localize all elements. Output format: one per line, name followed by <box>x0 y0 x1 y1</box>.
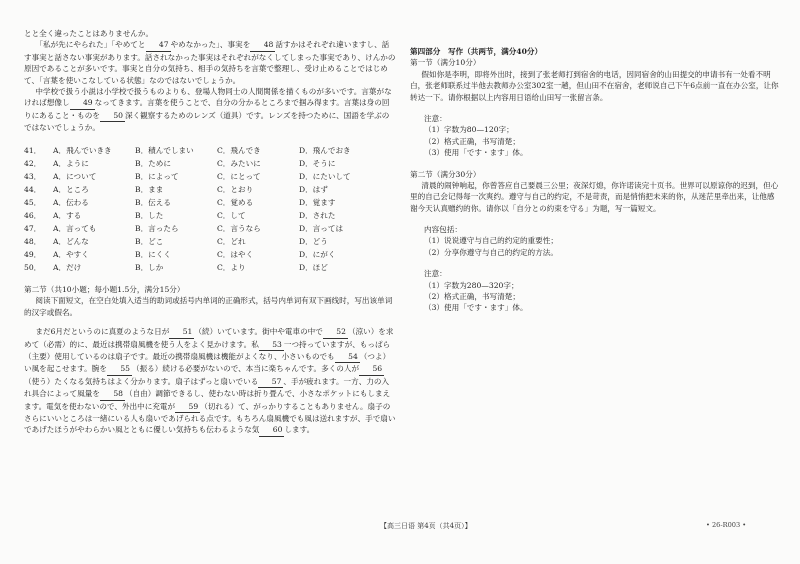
text: なってきます。言葉を使うことで、自分の分かるところまで掴み得ます。言葉は身の回りにあること・ものを <box>24 98 390 120</box>
blank-49[interactable]: 49 <box>70 97 95 109</box>
section-2-writing-title: 第二节（满分30分） <box>410 169 481 179</box>
content-title: 内容包括： <box>424 225 462 235</box>
option-c[interactable]: C．みたいに <box>217 158 261 168</box>
blank-48[interactable]: 48 <box>250 39 275 51</box>
option-row-42 <box>24 157 396 170</box>
option-b[interactable]: B．ために <box>135 158 171 168</box>
right-column <box>410 46 782 314</box>
note-item: （3）使用「です・ます」体。 <box>424 303 528 313</box>
option-d[interactable]: D．言っては <box>299 223 344 233</box>
passage-paragraph-3 <box>24 326 396 437</box>
text: 、手が疲れます。一方、力の入れ具合によって風量を <box>24 376 390 399</box>
page-footer: 【高三日语 第4页（共4页）】 <box>380 522 472 530</box>
blank-54[interactable]: 54 <box>335 351 360 363</box>
section-1-prompt: 假如你是李明，即将外出时，接到了张老师打到宿舍的电话，因同宿舍的山田提交的申请书有一处看不明白，张老师联系过半他去教师办公室302室一趟，但山田不在宿舍，老师说自己下午6点前一直在办公室，让你转达一下。请你根据以上内容用日语给山田写一张留言条。 <box>410 69 779 102</box>
question-number: 50． <box>24 262 42 272</box>
option-d[interactable]: D．覚ます <box>299 197 336 207</box>
option-row-49 <box>24 248 396 261</box>
option-b[interactable]: B．まま <box>135 184 164 194</box>
option-row-43 <box>24 170 396 183</box>
text: （振る）続ける必要がないので、本当に楽ちゃんです。多くの人が <box>132 364 360 374</box>
option-a[interactable]: A．ように <box>53 158 89 168</box>
text-line: とと全く違ったことはありませんか。 <box>24 29 154 38</box>
question-number: 45． <box>24 197 42 207</box>
option-b[interactable]: B．積んでしまい <box>135 145 194 155</box>
option-b[interactable]: B．伝える <box>135 197 171 207</box>
text: （つよ）い風を起こせます。腕を <box>24 351 391 374</box>
blank-59[interactable]: 59 <box>175 401 200 413</box>
text: （切れる）て、がっかりすることもありません。扇子のさらにいいところは一緒にいる人も扇いであげられる点です。もちろん扇風機でも風は送れますが、手で扇いであげたほうがやわらかい風とともに優しい気持ちも伝わるような気 <box>24 401 396 435</box>
question-number: 42． <box>24 158 42 168</box>
option-a[interactable]: A．やすく <box>53 249 89 259</box>
left-column <box>24 28 396 437</box>
question-number: 49． <box>24 249 42 259</box>
note-item: （2）格式正确，书写清楚； <box>424 136 520 146</box>
blank-51[interactable]: 51 <box>169 326 194 338</box>
option-c[interactable]: C．より <box>217 262 246 272</box>
question-number: 41． <box>24 145 42 155</box>
text: まだ6月だというのに真夏のような日が <box>35 327 170 337</box>
option-a[interactable]: A．する <box>53 210 82 220</box>
option-row-44 <box>24 183 396 196</box>
option-d[interactable]: D．にたいして <box>299 171 351 181</box>
option-row-47 <box>24 222 396 235</box>
text: （自由）調節できるし、使わない時は折り畳んで、小さなポケットにもしまえます。電気を使わないので、外出中に充電が <box>24 389 391 411</box>
text: 「私が先にやられた」「やめてと <box>35 40 146 50</box>
option-b[interactable]: B．した <box>135 210 164 220</box>
note-title: 注意： <box>424 269 447 279</box>
option-a[interactable]: A．について <box>53 171 97 181</box>
option-b[interactable]: B．にくく <box>135 249 171 259</box>
option-b[interactable]: B．言ったら <box>135 223 179 233</box>
option-d[interactable]: D．はず <box>299 184 328 194</box>
exam-code: • 26-R003 • <box>706 521 747 529</box>
part-4-title: 第四部分 写作（共两节，满分40分） <box>410 47 543 56</box>
option-row-41 <box>24 144 396 157</box>
text: 一つ持っていますが、もっぱら（主要）使用しているのは扇子です。最近の携帯扇風機は機能がよくなり、小さいものでも <box>24 339 391 361</box>
text: します。 <box>284 425 315 435</box>
blank-52[interactable]: 52 <box>323 326 348 338</box>
text: 深く観察するためのレンズ（道具）です。レンズを持つために、国語を学ぶのではないでしょうか。 <box>24 110 390 133</box>
note-title: 注意： <box>424 113 447 123</box>
text: （涼い）を求めて（必需）的に、最近は携帯扇風機を使う人をよく見かけます。私 <box>24 327 394 349</box>
passage-paragraph-2 <box>24 86 396 134</box>
option-a[interactable]: A．飛んでいきき <box>53 145 112 155</box>
option-d[interactable]: D．そうに <box>299 158 336 168</box>
option-b[interactable]: B．によって <box>135 171 179 181</box>
section-2-prompt: 清晨的闹钟响起，你曾答应自己要晨三公里；夜深灯熄，你许诺读完十页书。世界可以原谅你的迟到，但心里的自己会记得每一次爽约。遵守与自己的约定，不是苛责，而是悄悄把未来的你，从迷茫里牵出来，让他感谢今天认真赠约的你。请你以「自分との約束を守る」为题，写一篇短文。 <box>410 180 779 213</box>
question-number: 47． <box>24 223 42 233</box>
blank-47[interactable]: 47 <box>146 39 171 51</box>
question-number: 48． <box>24 236 42 246</box>
blank-56[interactable]: 56 <box>359 363 384 375</box>
blank-55[interactable]: 55 <box>107 363 132 375</box>
text: （続） <box>194 327 218 337</box>
section-2-title: 第二节（共10小题；每小题1.5分，满分15分） <box>24 284 185 294</box>
option-d[interactable]: D．ほど <box>299 262 328 272</box>
text: 話すかはそれぞれ違いますし、話す事実と話さない事実があります。話されなかった事実はそれぞれがなくしてしまった事実であり、けんかの原因であることが多いです。事実と自分の気持ち、相手の気持ちを言葉で整理し、受け止めることではじめて、「言葉を使いこなしている状態」なのではないでしょうか。 <box>24 40 396 85</box>
text: やめなかった」、事実を <box>170 40 251 50</box>
passage-paragraph-1 <box>24 39 396 86</box>
note-item: （1）字数为80—120字； <box>424 125 514 135</box>
option-b[interactable]: B．どこ <box>135 236 164 246</box>
option-b[interactable]: B．しか <box>135 262 164 272</box>
question-number: 44． <box>24 184 42 194</box>
option-row-50 <box>24 261 396 274</box>
note-item: （1）字数为280—320字； <box>424 280 519 290</box>
option-d[interactable]: D．された <box>299 210 336 220</box>
option-a[interactable]: A．ところ <box>53 184 89 194</box>
option-c[interactable]: C．飛んでき <box>217 145 261 155</box>
option-a[interactable]: A．だけ <box>53 262 82 272</box>
note-item: （3）使用「です・ます」体。 <box>424 148 528 158</box>
options-list <box>24 144 396 274</box>
option-a[interactable]: A．伝わる <box>53 197 89 207</box>
question-number: 46． <box>24 210 42 220</box>
option-c[interactable]: C．言うなら <box>217 223 261 233</box>
content-item: （2）分享你遵守与自己的约定的方法。 <box>424 247 558 257</box>
option-a[interactable]: A．どんな <box>53 236 89 246</box>
question-number: 43． <box>24 171 42 181</box>
section-2-instructions: 阅读下面短文，在空白处填入适当的助词或括号内单词的正确形式，括号内单词有双下画线时，写出该单词的汉字或假名。 <box>24 296 393 317</box>
blank-53[interactable]: 53 <box>259 339 284 351</box>
option-c[interactable]: C．にとって <box>217 171 261 181</box>
option-row-46 <box>24 209 396 222</box>
option-c[interactable]: C．とおり <box>217 184 254 194</box>
option-d[interactable]: D．飛んでおき <box>299 145 351 155</box>
text: 中学校で扱う小説は小学校で扱うものよりも、登場人物同士の人間関係を描くものが多いです。言葉がなければ想像し <box>24 86 392 108</box>
option-row-48 <box>24 235 396 248</box>
option-c[interactable]: C．どれ <box>217 236 246 246</box>
blank-50[interactable]: 50 <box>100 110 125 122</box>
note-item: （2）格式正确，书写清楚； <box>424 292 520 302</box>
blank-60[interactable]: 60 <box>259 424 284 436</box>
option-c[interactable]: C．覚める <box>217 197 254 207</box>
section-1-title: 第一节（满分10分） <box>410 58 481 68</box>
text: いています。街中や電車の中で <box>217 327 323 337</box>
option-d[interactable]: D．どう <box>299 236 328 246</box>
option-d[interactable]: D．にがく <box>299 249 336 259</box>
option-row-45 <box>24 196 396 209</box>
content-item: （1）说说遵守与自己的约定的重要性； <box>424 236 558 246</box>
option-c[interactable]: C．して <box>217 210 246 220</box>
text: （使う）たくなる気持ちはよく分かります。扇子はずっと扇いでいる <box>24 376 259 386</box>
blank-57[interactable]: 57 <box>258 376 283 388</box>
option-a[interactable]: A．言っても <box>53 223 97 233</box>
blank-58[interactable]: 58 <box>100 388 125 400</box>
option-c[interactable]: C．はやく <box>217 249 254 259</box>
